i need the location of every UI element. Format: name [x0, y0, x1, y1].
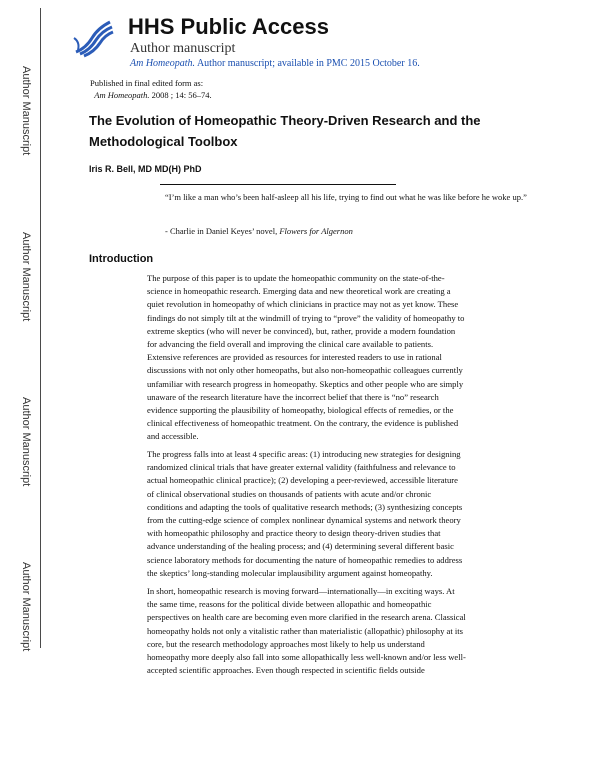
text-line: core, but the research methodology approaches most likely to help us understand	[147, 638, 425, 649]
text-line: of clinical observational studies on thousands of patients with acute and/or chronic	[147, 488, 432, 499]
sidebar-label: Author Manuscript	[20, 562, 32, 652]
text-line: discussions with not only other homeopaths, but also non-homeopathic colleagues currently	[147, 365, 463, 376]
epigraph-attribution	[165, 226, 353, 236]
text-line: conditions and adapting the tools of qualitative research methods; (3) synthesizing concepts	[147, 501, 463, 512]
sidebar-label: Author Manuscript	[20, 397, 32, 487]
publication-volume: 2008 ; 14: 56–74.	[149, 90, 212, 100]
text-line: randomized clinical trials that have greater external validity (faithfulness and relevance to	[147, 462, 456, 473]
text-line: findings do not simply tilt at the windmill of trying to “prove” the validity of homeopathy to	[147, 312, 465, 323]
text-line: The purpose of this paper is to update the homeopathic community on the state-of-the-	[147, 273, 445, 283]
citation-journal: Am Homeopath.	[130, 58, 195, 69]
epigraph-divider	[160, 184, 396, 185]
paragraph-1	[147, 272, 520, 444]
citation-line[interactable]	[130, 58, 420, 69]
text-line: The progress falls into at least 4 specific areas: (1) introducing new strategies for designing	[147, 449, 461, 459]
author-name: Iris R. Bell, MD MD(H) PhD	[89, 164, 202, 174]
author-manuscript-subtitle: Author manuscript	[130, 41, 236, 56]
sidebar-rule	[40, 8, 41, 648]
text-line: advance understanding of the healing process; and (4) determining several different basic	[147, 541, 454, 552]
text-line: accepted scientific approaches. Even though respected in scientific fields outside	[147, 665, 425, 676]
sidebar-label: Author Manuscript	[20, 66, 32, 156]
epigraph-quote: “I’m like a man who’s been half-asleep all his life, trying to find out what he was like before he woke up.”	[165, 192, 527, 202]
text-line: science in homeopathic research. Emerging data and new theoretical work are creating a	[147, 286, 451, 297]
sidebar-label: Author Manuscript	[20, 232, 32, 322]
text-line: science laboratory methods for documenting the nature of homeopathic remedies to address	[147, 554, 463, 565]
paragraph-3	[147, 585, 520, 677]
paragraph-2	[147, 448, 520, 580]
text-line: In short, homeopathic research is moving forward—internationally—in exciting ways. At	[147, 586, 455, 596]
section-heading-introduction: Introduction	[89, 253, 154, 265]
publication-details	[90, 89, 212, 101]
text-line: homeopathy more deeply also fall into some allopathically less well-known and/or less well-	[147, 652, 466, 663]
text-line: for advancing the field overall and improving the clinical care available to patients.	[147, 339, 434, 350]
article-title: The Evolution of Homeopathic Theory-Driven Research and the Methodological Toolbox	[89, 113, 481, 149]
text-line: extreme skeptics (who will never be convinced), but, rather, provide a modern foundation	[147, 325, 456, 336]
hhs-eagle-logo	[72, 18, 114, 58]
text-line: quiet revolution in homeopathy of which clinicians in practice may not as yet know. These	[147, 299, 459, 310]
text-line: unaware of the research literature have the incorrect belief that there is “no” research	[147, 391, 439, 402]
publication-info	[90, 77, 212, 101]
text-line: perspectives on health care are becoming even more clarified in the research arena. Classical	[147, 612, 466, 623]
text-line: with homeopathic philosophy and practice theory to design theory-driven studies that	[147, 528, 441, 539]
text-line: unfamiliar with research progress in homeopathy. Skeptics and other people who are simply	[147, 378, 464, 389]
text-line: from the cutting-edge science of complex nonlinear dynamical systems and network theory	[147, 515, 461, 526]
epigraph-attribution-text: - Charlie in Daniel Keyes’ novel,	[165, 226, 280, 236]
text-line: Extensive references are provided as resources for interested readers to use in rational	[147, 352, 442, 363]
text-line: homeopathy holds not only a vitalistic rather than materialistic (allopathic) philosophy at its	[147, 625, 463, 636]
epigraph-book-title: Flowers for Algernon	[279, 226, 353, 236]
text-line: and accessible.	[147, 431, 199, 442]
text-line: clinical effectiveness of homeopathic treatment. On the contrary, the evidence is published	[147, 418, 459, 429]
text-line: the skeptics’ long-standing molecular implausibility argument against homeopathy.	[147, 567, 433, 578]
text-line: evidence supporting the plausibility of homeopathy, biological effects of remedies, or the	[147, 405, 454, 416]
text-line: actual homeopathic clinical practice); (2) developing a peer-reviewed, accessible literature	[147, 475, 458, 486]
publication-journal: Am Homeopath.	[94, 90, 150, 100]
citation-availability: Author manuscript; available in PMC 2015 October 16.	[195, 58, 420, 69]
hhs-title: HHS Public Access	[128, 14, 329, 39]
published-in-label: Published in final edited form as:	[90, 78, 204, 88]
text-line: the same time, reasons for the political divide between allopathic and homeopathic	[147, 599, 432, 610]
